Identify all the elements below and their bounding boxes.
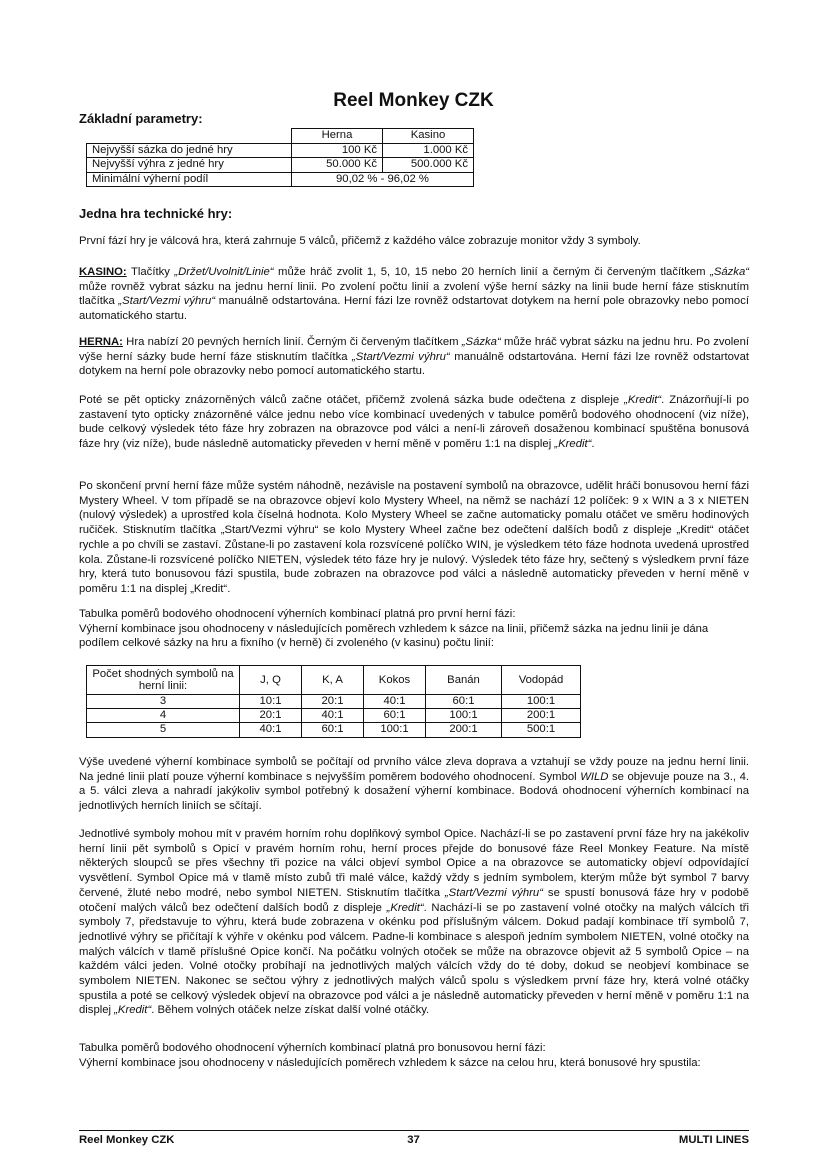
paragraph-text: . Nachází-li se po zastavení volné otočky na malých válcích tři symboly 7, představuje to výhru, která bude zobrazena v okénku pod příslušným válcem. Dokud padají kombinace tří symbolů 7, jednotlivé výhry se přičítají k výhře v okénku pod válcem. Padne-li kombinace s alespoň jedním symbolem NIETEN, volné otočky na malých válcích v tlamě příslušné Opice končí. Na počátku volných otoček se může na obrazovce objevit až 5 symbolů Opice – na každém válci jeden. Volné otočky probíhají na jednotlivých malých válcích vždy do té doby, dokud se neobjeví kombinace se symbolem NIETEN. Nakonec se sečtou výhry z jednotlivých malých válců spolu s výsledkem první fáze hry, která volné otáčky spustila a poté se celkový výsledek objeví na obrazovce pod válci a je následně automaticky převeden v herní měně v poměru 1:1 na displej <box>79 901 749 1017</box>
display-name-text: „Kredit“ <box>624 394 662 406</box>
paragraph-text: může rovněž vybrat sázku na jednu herní linii. Po zvolení počtu linií a zvolení výše herní sázky na linii bude herní fáze stisknutím tlačítka <box>79 280 749 308</box>
paytable-header-cell: K, A <box>302 666 364 695</box>
button-name-text: „Držet/Uvolnit/Linie“ <box>174 266 274 278</box>
basic-params-table <box>86 128 474 187</box>
paytable-header-cell: J, Q <box>240 666 302 695</box>
section-heading: Jedna hra technické hry: <box>79 206 233 221</box>
paragraph-kasino <box>79 265 749 324</box>
display-name-text: „Kredit“ <box>554 438 592 451</box>
button-name-text: „Start/Vezmi výhru“ <box>118 295 216 308</box>
display-name-text: „Kredit“ <box>386 901 424 914</box>
paragraph-text: Jednotlivé symboly mohou mít v pravém horním rohu doplňkový symbol Opice. Nachází-li se po zastavení první fáze hry na jakékoliv herní linii pět symbolů s Opicí v pravém horním rohu, herní proces přejde do bonusové fáze Reel Monkey Feature. Na místě některých sloupců se přes všechny tři pozice na válci objeví symbol Opice a na obrazovce se automaticky objeví odpovídající vysvětlení. Symbol Opice má v tlamě místo zubů tři malé válce, každý vždy s jedním symbolem, kterým může být symbol 7 barvy červené, žluté nebo modré, nebo symbol NIETEN. Stisknutím tlačítka <box>79 828 749 899</box>
paragraph-line: Výherní kombinace jsou ohodnoceny v následujících poměrech vzhledem k sázce na celou hru, která bonusové hry spustila: <box>79 1056 701 1069</box>
paragraph-text: . <box>591 438 595 451</box>
paragraph-text: První fází hry je válcová hra, která zahrnuje 5 válců, přičemž z každého válce zobrazuje monitor vždy 3 symboly. <box>79 235 641 247</box>
paragraph-line: Tabulka poměrů bodového ohodnocení výherních kombinací platná pro první herní fázi: <box>79 608 516 620</box>
paragraph-text: manuálně odstartována. Herní fázi lze rovněž odstartovat dotykem na herní pole obrazovky nebo pomocí automatického startu. <box>79 295 750 323</box>
paragraph-line: Výherní kombinace jsou ohodnoceny v následujících poměrech vzhledem k sázce na linii, přičemž sázka na jednu linii je dána podílem celkové sázky na hru a fixního (v herně) či zvoleného (v kasinu) počtu linií: <box>79 622 709 650</box>
paytable-cell: 100:1 <box>364 723 426 737</box>
paragraph-text: se spustí bonusová fáze hry v podobě otočení malých válců bez odečtení dalších bodů z displeje <box>79 886 750 914</box>
paytable-header-cell: Banán <box>426 666 502 695</box>
paragraph-text: . Během volných otáček nelze získat další volné otáčky. <box>151 1004 430 1017</box>
paragraph-text: může hráč vybrat sázku na jednu hru. Po zvolení výše herní sázky bude herní fáze stisknutím tlačítka <box>79 336 749 363</box>
params-kasino-value: 500.000 Kč <box>383 158 474 173</box>
paytable-cell: 40:1 <box>302 709 364 723</box>
paytable-cell: 20:1 <box>302 695 364 709</box>
params-label: Nejvyšší výhra z jedné hry <box>87 158 292 173</box>
display-name-text: „Kredit“ <box>114 1004 152 1017</box>
paytable-cell: 60:1 <box>302 723 364 737</box>
paytable-cell: 40:1 <box>240 723 302 737</box>
paytable-cell: 100:1 <box>502 695 581 709</box>
paytable-row <box>87 695 581 709</box>
params-col-herna: Herna <box>292 129 383 144</box>
paragraph-text: Tlačítky <box>126 266 175 278</box>
params-col-kasino: Kasino <box>383 129 474 144</box>
paragraph-text: Poté se pět opticky znázorněných válců začne otáčet, přičemž zvolená sázka bude odečtena z displeje <box>79 394 625 406</box>
button-name-text: „Sázka“ <box>710 266 749 278</box>
paytable-row <box>87 723 581 737</box>
footer-left: Reel Monkey CZK <box>79 1134 175 1146</box>
paragraph-text: může hráč zvolit 1, 5, 10, 15 nebo 20 herních linií a černým či červeným tlačítkem <box>273 266 711 278</box>
paytable-cell: 10:1 <box>240 695 302 709</box>
paytable-cell: 200:1 <box>502 709 581 723</box>
paytable-row <box>87 709 581 723</box>
paragraph-text: . Znázorňují-li po zastavení tyto opticky znázorněné válce jednu nebo více kombinací uvedených v tabulce poměrů bodového ohodnocení (viz níže), bude celkový výsledek této fáze hry zobrazen na obrazovce pod válci a není-li zároveň dosaženou kombinací spuštěna bonusová fáze hry (viz níže), bude následně automaticky převeden v herní měně v poměru 1:1 na displej <box>79 394 749 451</box>
params-kasino-value: 1.000 Kč <box>383 143 474 158</box>
paytable-cell: 200:1 <box>426 723 502 737</box>
button-name-text: „Start/Vezmi výhru“ <box>444 886 543 899</box>
paytable-header-cell: Kokos <box>364 666 426 695</box>
paragraph-text: Výše uvedené výherní kombinace symbolů se počítají od prvního válce zleva doprava a vztahují se vždy pouze na jednu herní linii. Na jedné linii platí pouze výherní kombinace s nejvyšším poměrem bodového ohodnocení. Symbol <box>79 756 749 783</box>
paragraph-text: se objevuje pouze na 3., 4. a 5. válci zleva a nahradí jakýkoliv symbol potřebný k dosažení výherní kombinace. Bodová ohodnocení výherních kombinací na jednotlivých herních liniích se sčítají. <box>79 770 749 813</box>
paragraph-combinations <box>79 755 749 814</box>
herna-label: HERNA: <box>79 336 123 348</box>
params-header-row <box>87 129 474 144</box>
params-row <box>87 158 474 173</box>
button-name-text: „Sázka“ <box>461 336 501 348</box>
paytable-cell: 60:1 <box>426 695 502 709</box>
document-title <box>0 90 827 112</box>
paytable-cell: 60:1 <box>364 709 426 723</box>
footer-right: MULTI LINES <box>678 1134 749 1146</box>
paytable-cell: 500:1 <box>502 723 581 737</box>
footer-divider <box>79 1130 749 1131</box>
params-merged-value: 90,02 % - 96,02 % <box>292 172 474 187</box>
params-label: Minimální výherní podíl <box>87 172 292 187</box>
paytable-cell: 100:1 <box>426 709 502 723</box>
wild-symbol-text: WILD <box>580 770 609 783</box>
paytable-header-cell: Počet shodných symbolů na herní linii: <box>87 666 240 695</box>
params-herna-value: 100 Kč <box>292 143 383 158</box>
params-label: Nejvyšší sázka do jedné hry <box>87 143 292 158</box>
paragraph-text: manuálně odstartována. Herní fázi lze rovněž odstartovat dotykem na herní pole obrazovky nebo pomocí automatického startu. <box>79 350 749 378</box>
paytable-cell: 5 <box>87 723 240 737</box>
paytable-header-cell: Vodopád <box>502 666 581 695</box>
paragraph-herna <box>79 335 749 379</box>
paragraph-paytable-intro <box>79 607 749 651</box>
footer-page-number: 37 <box>407 1134 420 1146</box>
title-text: Reel Monkey CZK <box>333 90 494 111</box>
params-row <box>87 143 474 158</box>
basic-params-heading: Základní parametry: <box>79 111 203 126</box>
params-row <box>87 172 474 187</box>
paragraph-intro <box>79 234 749 249</box>
paytable-header-row <box>87 666 581 695</box>
params-herna-value: 50.000 Kč <box>292 158 383 173</box>
paytable <box>86 665 581 738</box>
paragraph-text: Po skončení první herní fáze může systém náhodně, nezávisle na postavení symbolů na obrazovce, udělit hráči bonusovou herní fázi Mystery Wheel. V tom případě se na obrazovce objeví kolo Mystery Wheel, na němž se nachází 12 políček: 9 x WIN a 3 x NIETEN (nulový výsledek) a uprostřed kola číselná hodnota. Kolo Mystery Wheel se začne automaticky pomalu otáčet ve směru hodinových ručiček. Stisknutím tlačítka „Start/Vezmi výhru“ se kolo Mystery Wheel začne bez odečtení dalších bodů z displeje „Kredit“ otáčet rychle a po chvíli se zastaví. Zůstane-li po zastavení kola rozsvícené políčko WIN, je výsledkem této fáze hodnota uvedená uprostřed kola. Zůstane-li rozsvícené políčko NIETEN, výsledek této fáze hry je nulový. Výsledek této fáze hry, sečtený s výsledkem první fáze hry, která tuto bonusovou fázi spustila, bude zobrazen na obrazovce pod válci a následně automaticky převeden v herní měně v poměru 1:1 na displej „Kredit“. <box>79 480 749 595</box>
params-header-blank <box>87 129 292 144</box>
paragraph-bonus-paytable-intro <box>79 1041 749 1070</box>
paragraph-mystery-wheel <box>79 479 749 597</box>
paragraph-line: Tabulka poměrů bodového ohodnocení výherních kombinací platná pro bonusovou herní fázi: <box>79 1042 546 1054</box>
paytable-cell: 40:1 <box>364 695 426 709</box>
paragraph-reels <box>79 393 749 452</box>
paytable-cell: 20:1 <box>240 709 302 723</box>
paytable-cell: 4 <box>87 709 240 723</box>
kasino-label: KASINO: <box>79 266 127 278</box>
button-name-text: „Start/Vezmi výhru“ <box>352 350 450 363</box>
paragraph-reel-monkey-feature <box>79 827 749 1018</box>
paragraph-text: Hra nabízí 20 pevných herních linií. Černým či červeným tlačítkem <box>122 336 462 348</box>
paytable-cell: 3 <box>87 695 240 709</box>
